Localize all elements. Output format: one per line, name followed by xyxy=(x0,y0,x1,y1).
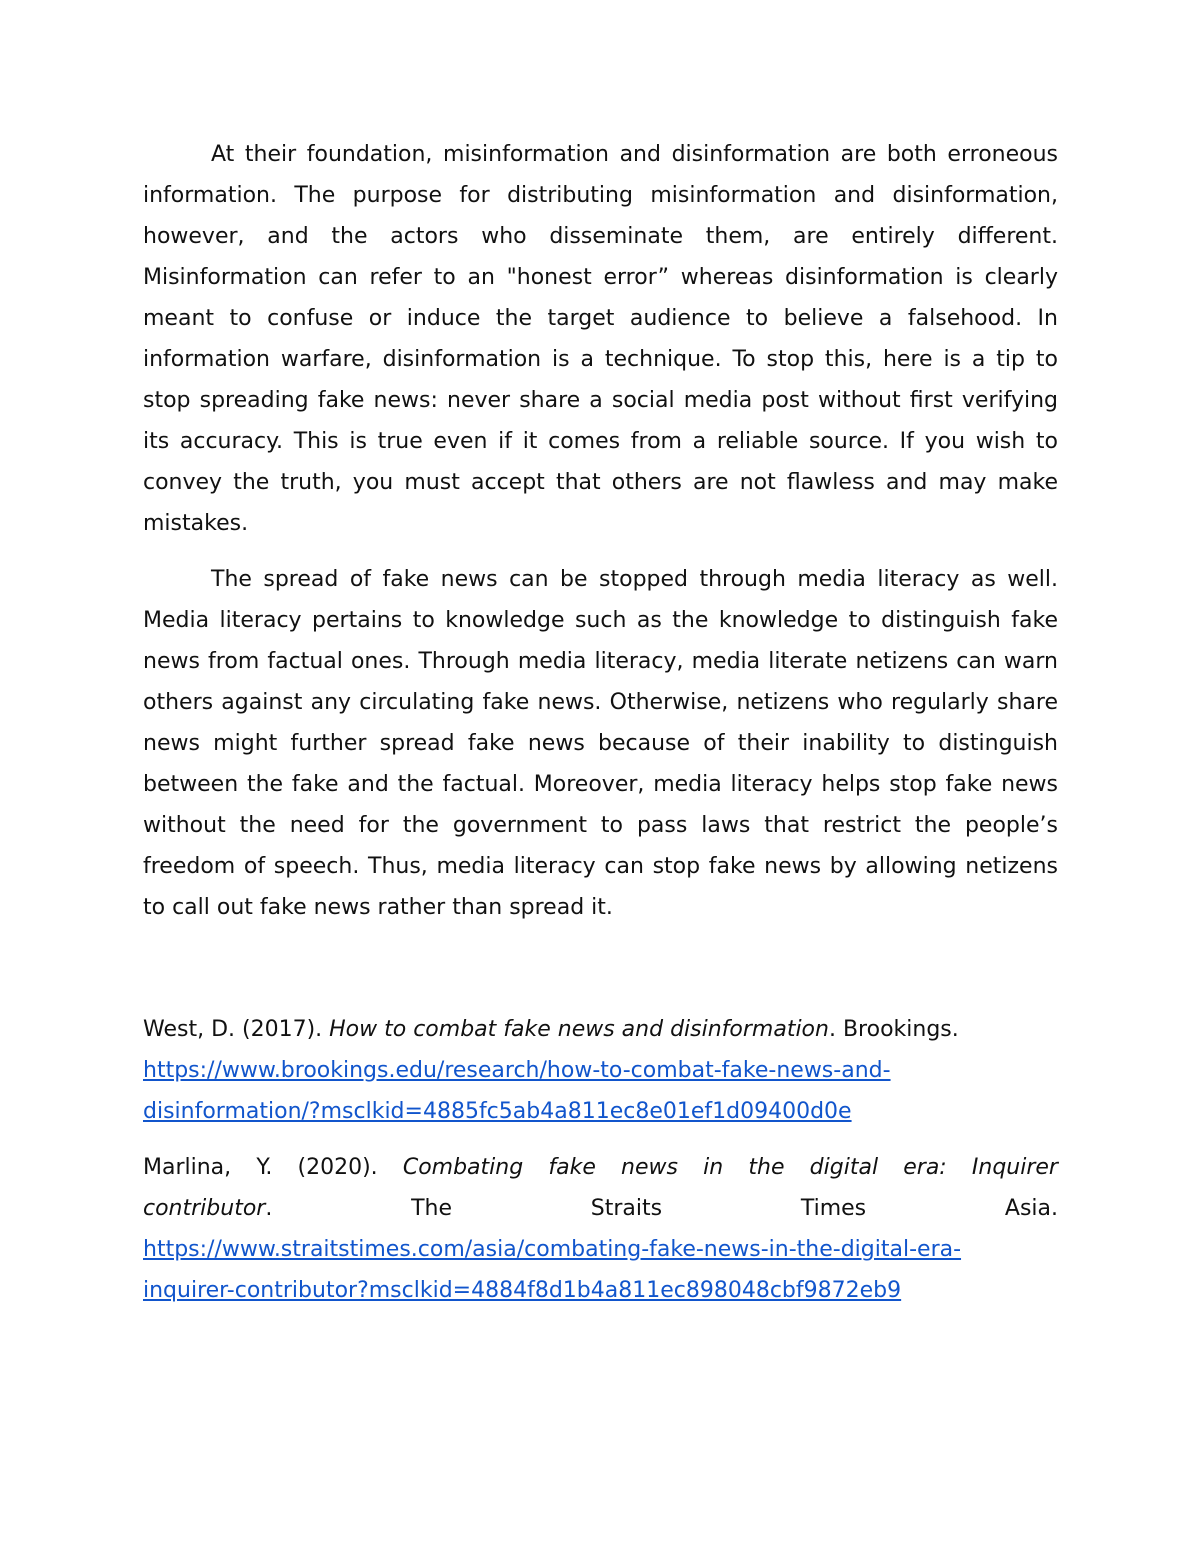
reference-link-line-1[interactable]: https://www.straitstimes.com/asia/combating-fake-news-in-the-digital-era- xyxy=(143,1237,962,1262)
reference-authors: West, D. (2017). xyxy=(143,1017,330,1042)
document-page xyxy=(143,134,1058,1311)
reference-second-line xyxy=(143,1188,1058,1229)
reference-list xyxy=(143,1009,1058,1311)
reference-link[interactable] xyxy=(143,1229,1058,1311)
body-paragraph-1: At their foundation, misinformation and disinformation are both erroneous information. The purpose for distributing misinformation and disinformation, however, and the actors who disseminate them, are entirely different. Misinformation can refer to an "honest error” whereas disinformation is clearly meant to confuse or induce the target audience to believe a falsehood. In information warfare, disinformation is a technique. To stop this, here is a tip to stop spreading fake news: never share a social media post without first verifying its accuracy. This is true even if it comes from a reliable source. If you wish to convey the truth, you must accept that others are not flawless and may make mistakes. xyxy=(143,142,1058,536)
reference-first-line xyxy=(143,1147,1058,1188)
reference-title-line-2: contributor xyxy=(143,1196,266,1221)
reference-link-line-1[interactable]: https://www.brookings.edu/research/how-to-combat-fake-news-and- xyxy=(143,1058,891,1083)
reference-title-line-1: Combating fake news in the digital era: Inquirer xyxy=(402,1155,1058,1180)
reference-entry-marlina xyxy=(143,1147,1058,1311)
reference-publisher: . Brookings. xyxy=(828,1017,959,1042)
reference-link-line-2[interactable]: inquirer-contributor?msclkid=4884f8d1b4a811ec898048cbf9872eb9 xyxy=(143,1278,902,1303)
reference-link-line-2[interactable]: disinformation/?msclkid=4885fc5ab4a811ec8e01ef1d09400d0e xyxy=(143,1099,852,1124)
body-paragraph-2: The spread of fake news can be stopped through media literacy as well. Media literacy pertains to knowledge such as the knowledge to distinguish fake news from factual ones. Through media literacy, media literate netizens can warn others against any circulating fake news. Otherwise, netizens who regularly share news might further spread fake news because of their inability to distinguish between the fake and the factual. Moreover, media literacy helps stop fake news without the need for the government to pass laws that restrict the people’s freedom of speech. Thus, media literacy can stop fake news by allowing netizens to call out fake news rather than spread it. xyxy=(143,567,1058,920)
reference-entry-west xyxy=(143,1009,1058,1132)
reference-publisher: . The Straits Times Asia. xyxy=(265,1196,1058,1221)
reference-authors: Marlina, Y. (2020). xyxy=(143,1155,403,1180)
reference-link[interactable] xyxy=(143,1050,1058,1132)
reference-title: How to combat fake news and disinformation xyxy=(329,1017,829,1042)
